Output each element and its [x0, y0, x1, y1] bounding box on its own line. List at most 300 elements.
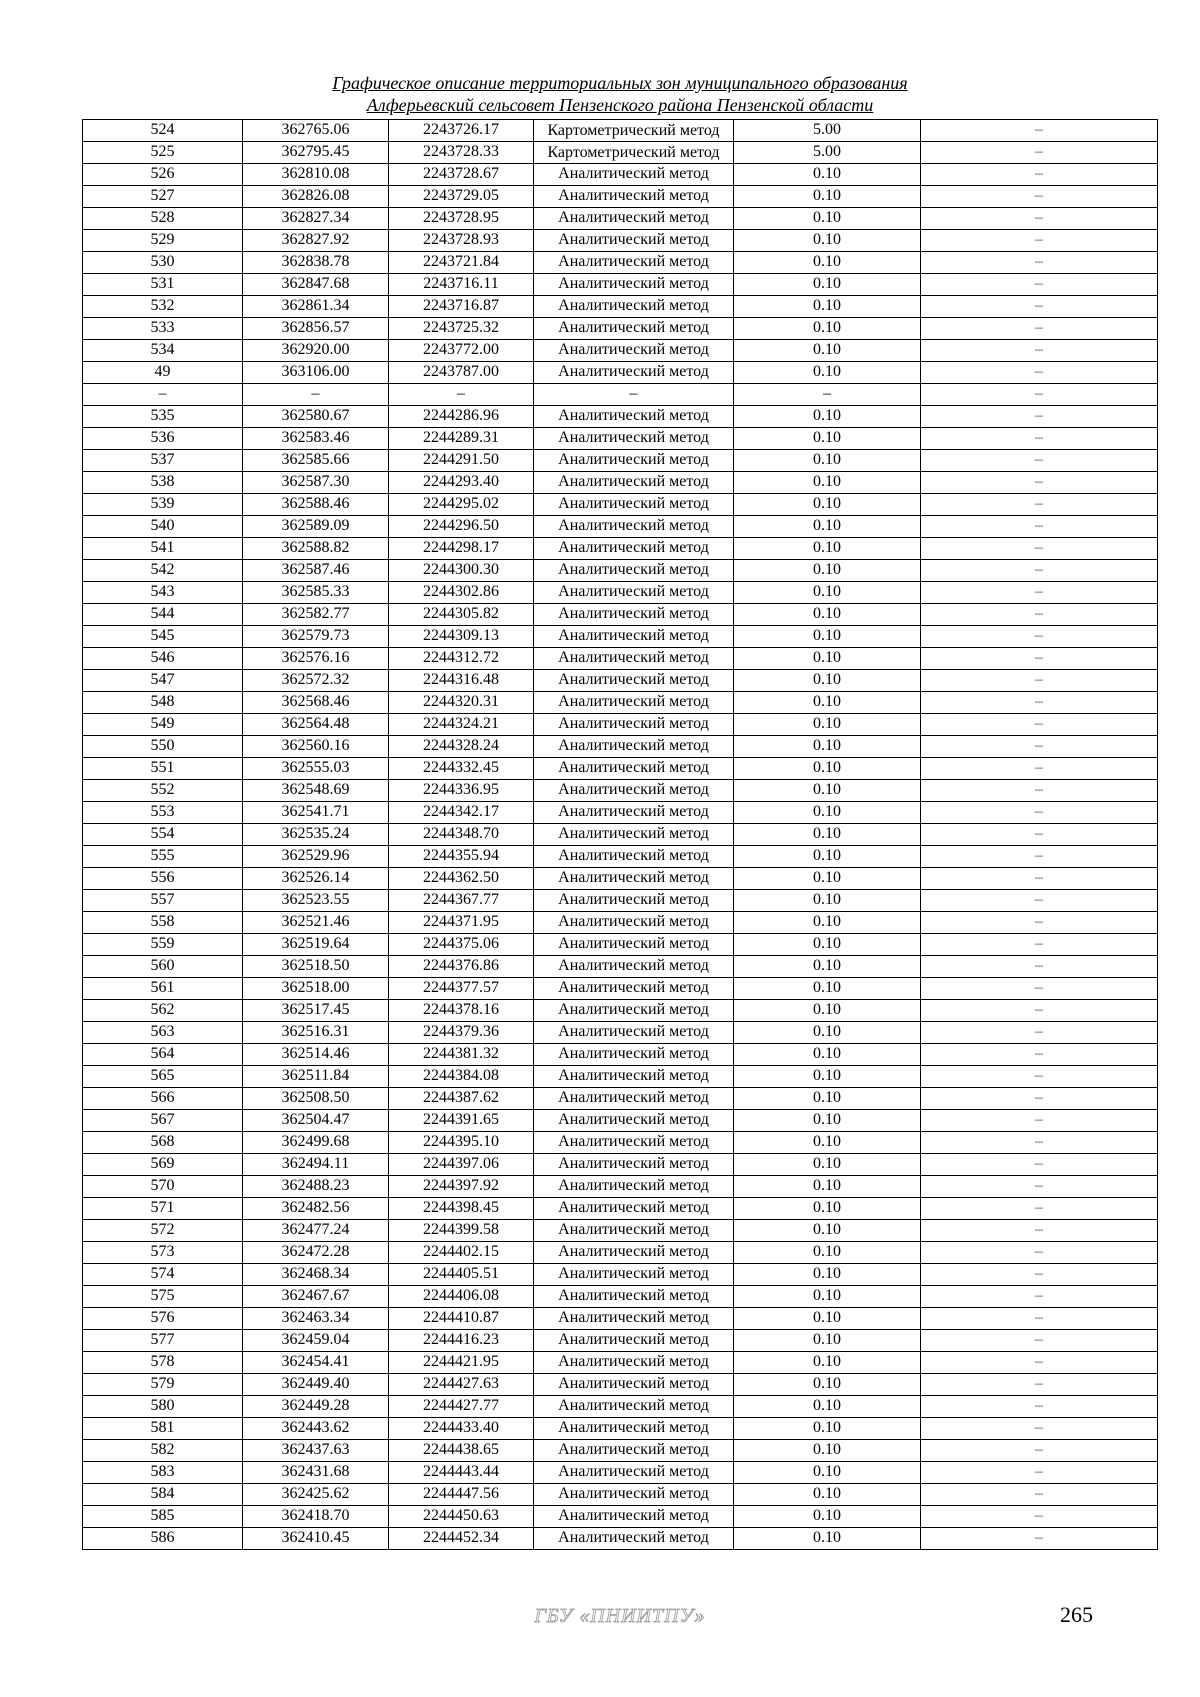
accuracy-cell: 0.10	[734, 274, 921, 296]
method-cell: Аналитический метод	[534, 1066, 734, 1088]
point-number-cell: 553	[83, 802, 243, 824]
y-coordinate-cell: 2244355.94	[389, 846, 534, 868]
x-coordinate-cell: 362418.70	[243, 1506, 389, 1528]
y-coordinate-cell: 2243725.32	[389, 318, 534, 340]
method-cell: Аналитический метод	[534, 1220, 734, 1242]
table-row	[83, 1220, 1158, 1242]
method-cell: Аналитический метод	[534, 626, 734, 648]
y-coordinate-cell: 2244427.63	[389, 1374, 534, 1396]
method-cell: Аналитический метод	[534, 1528, 734, 1550]
y-coordinate-cell: 2244421.95	[389, 1352, 534, 1374]
accuracy-cell: 0.10	[734, 1286, 921, 1308]
accuracy-cell: 0.10	[734, 1418, 921, 1440]
point-number-cell: –	[83, 384, 243, 406]
accuracy-cell: 5.00	[734, 142, 921, 164]
table-row	[83, 1110, 1158, 1132]
x-coordinate-cell: 362511.84	[243, 1066, 389, 1088]
point-number-cell: 564	[83, 1044, 243, 1066]
accuracy-cell: 0.10	[734, 1176, 921, 1198]
point-number-cell: 530	[83, 252, 243, 274]
description-cell: –	[921, 714, 1158, 736]
description-cell: –	[921, 538, 1158, 560]
description-cell: –	[921, 626, 1158, 648]
method-cell: Аналитический метод	[534, 252, 734, 274]
y-coordinate-cell: 2244289.31	[389, 428, 534, 450]
table-row	[83, 1198, 1158, 1220]
accuracy-cell: 0.10	[734, 1528, 921, 1550]
table-row	[83, 1418, 1158, 1440]
y-coordinate-cell: 2244397.92	[389, 1176, 534, 1198]
table-row	[83, 1132, 1158, 1154]
accuracy-cell: 0.10	[734, 1088, 921, 1110]
method-cell: Аналитический метод	[534, 1462, 734, 1484]
description-cell: –	[921, 164, 1158, 186]
method-cell: Аналитический метод	[534, 868, 734, 890]
accuracy-cell: 0.10	[734, 648, 921, 670]
description-cell: –	[921, 494, 1158, 516]
header-title-line1: Графическое описание территориальных зон муниципального образования	[332, 73, 908, 93]
table-row	[83, 1000, 1158, 1022]
accuracy-cell: 5.00	[734, 120, 921, 142]
method-cell: Аналитический метод	[534, 1374, 734, 1396]
x-coordinate-cell: 362494.11	[243, 1154, 389, 1176]
description-cell: –	[921, 252, 1158, 274]
x-coordinate-cell: 362585.33	[243, 582, 389, 604]
x-coordinate-cell: 362568.46	[243, 692, 389, 714]
accuracy-cell: 0.10	[734, 670, 921, 692]
point-number-cell: 525	[83, 142, 243, 164]
x-coordinate-cell: 362517.45	[243, 1000, 389, 1022]
document-header	[80, 72, 1160, 116]
method-cell: Аналитический метод	[534, 1418, 734, 1440]
description-cell: –	[921, 1198, 1158, 1220]
accuracy-cell: 0.10	[734, 604, 921, 626]
description-cell: –	[921, 648, 1158, 670]
x-coordinate-cell: 362508.50	[243, 1088, 389, 1110]
table-row	[83, 1352, 1158, 1374]
y-coordinate-cell: 2243716.87	[389, 296, 534, 318]
accuracy-cell: 0.10	[734, 582, 921, 604]
table-row	[83, 868, 1158, 890]
accuracy-cell: 0.10	[734, 912, 921, 934]
point-number-cell: 532	[83, 296, 243, 318]
point-number-cell: 527	[83, 186, 243, 208]
method-cell: Аналитический метод	[534, 362, 734, 384]
y-coordinate-cell: 2244367.77	[389, 890, 534, 912]
point-number-cell: 571	[83, 1198, 243, 1220]
point-number-cell: 570	[83, 1176, 243, 1198]
description-cell: –	[921, 1484, 1158, 1506]
table-row	[83, 406, 1158, 428]
table-row	[83, 428, 1158, 450]
x-coordinate-cell: 362518.50	[243, 956, 389, 978]
table-row	[83, 758, 1158, 780]
table-row	[83, 626, 1158, 648]
table-row	[83, 1484, 1158, 1506]
accuracy-cell: 0.10	[734, 1440, 921, 1462]
x-coordinate-cell: 362529.96	[243, 846, 389, 868]
accuracy-cell: 0.10	[734, 296, 921, 318]
table-row	[83, 1506, 1158, 1528]
y-coordinate-cell: 2244305.82	[389, 604, 534, 626]
point-number-cell: 545	[83, 626, 243, 648]
y-coordinate-cell: 2244371.95	[389, 912, 534, 934]
description-cell: –	[921, 1154, 1158, 1176]
x-coordinate-cell: 362526.14	[243, 868, 389, 890]
x-coordinate-cell: 362827.92	[243, 230, 389, 252]
description-cell: –	[921, 560, 1158, 582]
table-row	[83, 142, 1158, 164]
point-number-cell: 579	[83, 1374, 243, 1396]
y-coordinate-cell: 2244324.21	[389, 714, 534, 736]
description-cell: –	[921, 1044, 1158, 1066]
method-cell: Аналитический метод	[534, 1308, 734, 1330]
point-number-cell: 565	[83, 1066, 243, 1088]
x-coordinate-cell: 362576.16	[243, 648, 389, 670]
x-coordinate-cell: 362514.46	[243, 1044, 389, 1066]
x-coordinate-cell: 362560.16	[243, 736, 389, 758]
description-cell: –	[921, 582, 1158, 604]
coordinates-table-body	[83, 120, 1158, 1550]
table-row	[83, 1066, 1158, 1088]
table-row	[83, 978, 1158, 1000]
method-cell: Аналитический метод	[534, 1176, 734, 1198]
accuracy-cell: 0.10	[734, 1462, 921, 1484]
point-number-cell: 537	[83, 450, 243, 472]
point-number-cell: 575	[83, 1286, 243, 1308]
x-coordinate-cell: 362564.48	[243, 714, 389, 736]
y-coordinate-cell: 2243721.84	[389, 252, 534, 274]
description-cell: –	[921, 1462, 1158, 1484]
accuracy-cell: 0.10	[734, 516, 921, 538]
description-cell: –	[921, 1242, 1158, 1264]
method-cell: Аналитический метод	[534, 824, 734, 846]
table-row	[83, 340, 1158, 362]
x-coordinate-cell: 362861.34	[243, 296, 389, 318]
method-cell: Аналитический метод	[534, 296, 734, 318]
y-coordinate-cell: 2244438.65	[389, 1440, 534, 1462]
y-coordinate-cell: 2244406.08	[389, 1286, 534, 1308]
point-number-cell: 586	[83, 1528, 243, 1550]
point-number-cell: 556	[83, 868, 243, 890]
table-row	[83, 450, 1158, 472]
table-row	[83, 560, 1158, 582]
y-coordinate-cell: 2244298.17	[389, 538, 534, 560]
accuracy-cell: 0.10	[734, 1242, 921, 1264]
table-row	[83, 714, 1158, 736]
method-cell: Аналитический метод	[534, 230, 734, 252]
table-row	[83, 582, 1158, 604]
x-coordinate-cell: 362516.31	[243, 1022, 389, 1044]
point-number-cell: 552	[83, 780, 243, 802]
point-number-cell: 578	[83, 1352, 243, 1374]
y-coordinate-cell: 2244381.32	[389, 1044, 534, 1066]
point-number-cell: 524	[83, 120, 243, 142]
method-cell: Аналитический метод	[534, 494, 734, 516]
page-number: 265	[1060, 1602, 1093, 1627]
description-cell: –	[921, 428, 1158, 450]
description-cell: –	[921, 1220, 1158, 1242]
table-row	[83, 1396, 1158, 1418]
x-coordinate-cell: 362488.23	[243, 1176, 389, 1198]
point-number-cell: 550	[83, 736, 243, 758]
header-title-line2: Алферьевский сельсовет Пензенского района Пензенской области	[366, 95, 874, 115]
point-number-cell: 547	[83, 670, 243, 692]
x-coordinate-cell: 362541.71	[243, 802, 389, 824]
accuracy-cell: 0.10	[734, 824, 921, 846]
point-number-cell: 567	[83, 1110, 243, 1132]
point-number-cell: 555	[83, 846, 243, 868]
accuracy-cell: 0.10	[734, 230, 921, 252]
x-coordinate-cell: 362449.28	[243, 1396, 389, 1418]
point-number-cell: 536	[83, 428, 243, 450]
accuracy-cell: 0.10	[734, 1264, 921, 1286]
method-cell: Аналитический метод	[534, 758, 734, 780]
point-number-cell: 560	[83, 956, 243, 978]
method-cell: Аналитический метод	[534, 1286, 734, 1308]
accuracy-cell: 0.10	[734, 362, 921, 384]
x-coordinate-cell: 362572.32	[243, 670, 389, 692]
table-row	[83, 274, 1158, 296]
x-coordinate-cell: 362583.46	[243, 428, 389, 450]
accuracy-cell: 0.10	[734, 208, 921, 230]
accuracy-cell: 0.10	[734, 802, 921, 824]
method-cell: Аналитический метод	[534, 1198, 734, 1220]
y-coordinate-cell: 2244387.62	[389, 1088, 534, 1110]
accuracy-cell: 0.10	[734, 1330, 921, 1352]
table-row	[83, 692, 1158, 714]
point-number-cell: 543	[83, 582, 243, 604]
method-cell: Аналитический метод	[534, 186, 734, 208]
description-cell: –	[921, 1308, 1158, 1330]
method-cell: Аналитический метод	[534, 1352, 734, 1374]
table-row	[83, 494, 1158, 516]
accuracy-cell: 0.10	[734, 560, 921, 582]
table-row	[83, 120, 1158, 142]
x-coordinate-cell: 362425.62	[243, 1484, 389, 1506]
x-coordinate-cell: 362459.04	[243, 1330, 389, 1352]
accuracy-cell: 0.10	[734, 450, 921, 472]
x-coordinate-cell: 362579.73	[243, 626, 389, 648]
method-cell: Аналитический метод	[534, 780, 734, 802]
x-coordinate-cell: 362587.30	[243, 472, 389, 494]
y-coordinate-cell: 2244447.56	[389, 1484, 534, 1506]
method-cell: Аналитический метод	[534, 648, 734, 670]
point-number-cell: 583	[83, 1462, 243, 1484]
y-coordinate-cell: 2244416.23	[389, 1330, 534, 1352]
point-number-cell: 561	[83, 978, 243, 1000]
table-row	[83, 648, 1158, 670]
table-row	[83, 296, 1158, 318]
accuracy-cell: 0.10	[734, 1022, 921, 1044]
accuracy-cell: 0.10	[734, 1000, 921, 1022]
accuracy-cell: 0.10	[734, 406, 921, 428]
method-cell: Аналитический метод	[534, 802, 734, 824]
x-coordinate-cell: 362827.34	[243, 208, 389, 230]
point-number-cell: 534	[83, 340, 243, 362]
description-cell: –	[921, 780, 1158, 802]
method-cell: Аналитический метод	[534, 1440, 734, 1462]
x-coordinate-cell: 362468.34	[243, 1264, 389, 1286]
description-cell: –	[921, 1528, 1158, 1550]
point-number-cell: 533	[83, 318, 243, 340]
x-coordinate-cell: 362585.66	[243, 450, 389, 472]
description-cell: –	[921, 1264, 1158, 1286]
method-cell: Картометрический метод	[534, 120, 734, 142]
x-coordinate-cell: 362519.64	[243, 934, 389, 956]
x-coordinate-cell: 362499.68	[243, 1132, 389, 1154]
y-coordinate-cell: 2244452.34	[389, 1528, 534, 1550]
description-cell: –	[921, 604, 1158, 626]
description-cell: –	[921, 692, 1158, 714]
method-cell: Аналитический метод	[534, 934, 734, 956]
table-row	[83, 912, 1158, 934]
accuracy-cell: 0.10	[734, 868, 921, 890]
method-cell: Аналитический метод	[534, 692, 734, 714]
x-coordinate-cell: 362463.34	[243, 1308, 389, 1330]
y-coordinate-cell: 2244293.40	[389, 472, 534, 494]
y-coordinate-cell: 2244375.06	[389, 934, 534, 956]
method-cell: Аналитический метод	[534, 714, 734, 736]
x-coordinate-cell: 362521.46	[243, 912, 389, 934]
accuracy-cell: 0.10	[734, 472, 921, 494]
method-cell: Аналитический метод	[534, 1506, 734, 1528]
point-number-cell: 542	[83, 560, 243, 582]
y-coordinate-cell: 2244300.30	[389, 560, 534, 582]
x-coordinate-cell: 362504.47	[243, 1110, 389, 1132]
description-cell: –	[921, 978, 1158, 1000]
y-coordinate-cell: 2244395.10	[389, 1132, 534, 1154]
accuracy-cell: 0.10	[734, 758, 921, 780]
table-row	[83, 186, 1158, 208]
point-number-cell: 563	[83, 1022, 243, 1044]
point-number-cell: 531	[83, 274, 243, 296]
accuracy-cell: 0.10	[734, 1396, 921, 1418]
x-coordinate-cell: 362856.57	[243, 318, 389, 340]
table-row	[83, 538, 1158, 560]
description-cell: –	[921, 758, 1158, 780]
table-row	[83, 736, 1158, 758]
accuracy-cell: 0.10	[734, 1352, 921, 1374]
x-coordinate-cell: 362482.56	[243, 1198, 389, 1220]
point-number-cell: 558	[83, 912, 243, 934]
accuracy-cell: 0.10	[734, 340, 921, 362]
description-cell: –	[921, 362, 1158, 384]
y-coordinate-cell: 2244443.44	[389, 1462, 534, 1484]
table-row	[83, 1528, 1158, 1550]
x-coordinate-cell: 362431.68	[243, 1462, 389, 1484]
point-number-cell: 585	[83, 1506, 243, 1528]
x-coordinate-cell: 362437.63	[243, 1440, 389, 1462]
table-row	[83, 1264, 1158, 1286]
point-number-cell: 572	[83, 1220, 243, 1242]
method-cell: Аналитический метод	[534, 560, 734, 582]
method-cell: –	[534, 384, 734, 406]
accuracy-cell: 0.10	[734, 956, 921, 978]
point-number-cell: 549	[83, 714, 243, 736]
description-cell: –	[921, 1088, 1158, 1110]
point-number-cell: 538	[83, 472, 243, 494]
point-number-cell: 548	[83, 692, 243, 714]
accuracy-cell: 0.10	[734, 1220, 921, 1242]
table-row	[83, 824, 1158, 846]
method-cell: Аналитический метод	[534, 956, 734, 978]
y-coordinate-cell: 2244410.87	[389, 1308, 534, 1330]
accuracy-cell: 0.10	[734, 890, 921, 912]
method-cell: Аналитический метод	[534, 1264, 734, 1286]
point-number-cell: 529	[83, 230, 243, 252]
y-coordinate-cell: 2244320.31	[389, 692, 534, 714]
point-number-cell: 539	[83, 494, 243, 516]
accuracy-cell: 0.10	[734, 978, 921, 1000]
point-number-cell: 573	[83, 1242, 243, 1264]
description-cell: –	[921, 1110, 1158, 1132]
x-coordinate-cell: 362795.45	[243, 142, 389, 164]
y-coordinate-cell: 2244377.57	[389, 978, 534, 1000]
method-cell: Аналитический метод	[534, 912, 734, 934]
y-coordinate-cell: 2243726.17	[389, 120, 534, 142]
description-cell: –	[921, 318, 1158, 340]
point-number-cell: 544	[83, 604, 243, 626]
description-cell: –	[921, 274, 1158, 296]
table-row	[83, 1088, 1158, 1110]
table-row	[83, 318, 1158, 340]
y-coordinate-cell: 2243729.05	[389, 186, 534, 208]
point-number-cell: 582	[83, 1440, 243, 1462]
table-row	[83, 208, 1158, 230]
table-row	[83, 1330, 1158, 1352]
y-coordinate-cell: 2244336.95	[389, 780, 534, 802]
description-cell: –	[921, 1176, 1158, 1198]
x-coordinate-cell: 362454.41	[243, 1352, 389, 1374]
table-row	[83, 1044, 1158, 1066]
method-cell: Аналитический метод	[534, 1000, 734, 1022]
description-cell: –	[921, 1374, 1158, 1396]
method-cell: Аналитический метод	[534, 516, 734, 538]
table-row	[83, 1286, 1158, 1308]
y-coordinate-cell: 2244362.50	[389, 868, 534, 890]
point-number-cell: 581	[83, 1418, 243, 1440]
accuracy-cell: 0.10	[734, 1484, 921, 1506]
description-cell: –	[921, 186, 1158, 208]
y-coordinate-cell: 2244376.86	[389, 956, 534, 978]
y-coordinate-cell: 2244348.70	[389, 824, 534, 846]
table-row	[83, 362, 1158, 384]
description-cell: –	[921, 934, 1158, 956]
point-number-cell: 580	[83, 1396, 243, 1418]
method-cell: Аналитический метод	[534, 164, 734, 186]
description-cell: –	[921, 890, 1158, 912]
description-cell: –	[921, 472, 1158, 494]
method-cell: Аналитический метод	[534, 1088, 734, 1110]
table-row	[83, 384, 1158, 406]
point-number-cell: 574	[83, 1264, 243, 1286]
accuracy-cell: 0.10	[734, 494, 921, 516]
x-coordinate-cell: 362555.03	[243, 758, 389, 780]
y-coordinate-cell: –	[389, 384, 534, 406]
point-number-cell: 546	[83, 648, 243, 670]
x-coordinate-cell: 363106.00	[243, 362, 389, 384]
accuracy-cell: 0.10	[734, 186, 921, 208]
table-row	[83, 472, 1158, 494]
y-coordinate-cell: 2243787.00	[389, 362, 534, 384]
point-number-cell: 584	[83, 1484, 243, 1506]
accuracy-cell: 0.10	[734, 164, 921, 186]
table-row	[83, 1462, 1158, 1484]
point-number-cell: 551	[83, 758, 243, 780]
y-coordinate-cell: 2244332.45	[389, 758, 534, 780]
method-cell: Картометрический метод	[534, 142, 734, 164]
